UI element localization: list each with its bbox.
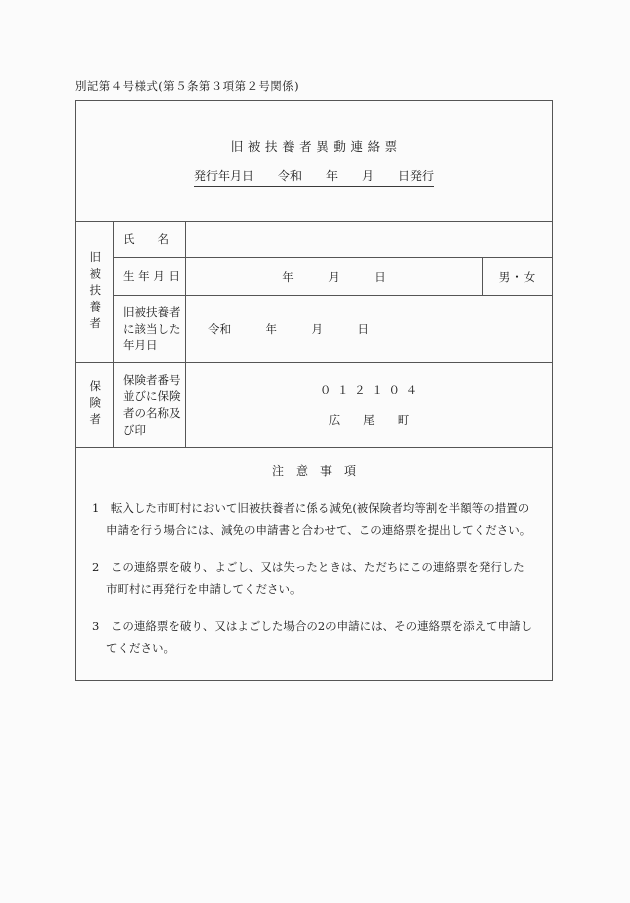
birthdate-row: [114, 258, 552, 296]
insurer-vertical-label: [76, 363, 114, 447]
insurer-section: [76, 363, 552, 448]
name-value[interactable]: [186, 222, 552, 257]
note-item: 1 転入した市町村において旧被扶養者に係る減免(被保険者均等割を半額等の措置の申請を行う場合には、減免の申請書と合わせて、この連絡票を提出してください。: [92, 501, 532, 538]
insurer-name: 広 尾 町: [328, 413, 410, 427]
dependent-vertical-label: [76, 222, 114, 362]
birthdate-label: 生 年 月 日: [114, 258, 186, 295]
note-item: 3 この連絡票を破り、又はよごした場合の2の申請には、その連絡票を添えて申請してください。: [92, 618, 533, 656]
insurer-vertical-label-text: 保険者: [88, 380, 103, 430]
form-frame: [75, 100, 553, 681]
notes-heading: 注意事項: [271, 464, 368, 478]
document-title: 旧被扶養者異動連絡票: [230, 139, 402, 154]
dependent-section: [76, 222, 552, 363]
qualification-date-label: 旧被扶養者に該当した年月日: [114, 296, 186, 362]
insurer-label: 保険者番号並びに保険者の名称及び印: [114, 363, 186, 447]
note-item: 2 この連絡票を破り、よごし、又は失ったときは、ただちにこの連絡票を発行した市町村に再発行を申請してください。: [92, 559, 525, 597]
birthdate-value[interactable]: 年 月 日: [282, 269, 386, 284]
form-number-label: 別記第４号様式(第５条第３項第２号関係): [75, 79, 299, 93]
qualification-date-row: [114, 296, 552, 362]
name-label: 氏 名: [114, 222, 186, 257]
insurer-values: [186, 363, 552, 447]
title-block: [76, 101, 552, 222]
issue-date-line: [76, 167, 552, 187]
dependent-rows: [114, 222, 552, 362]
notes-section: [76, 448, 552, 680]
dependent-vertical-label-text: 旧被扶養者: [88, 250, 103, 334]
name-row: [114, 222, 552, 258]
insurer-number: ０ １ ２ １ ０ ４: [319, 383, 419, 397]
issue-date-text: 発行年月日 令和 年 月 日発行: [194, 167, 434, 187]
qualification-date-value[interactable]: 令和 年 月 日: [208, 322, 369, 336]
sex-value[interactable]: 男・女: [482, 258, 552, 295]
